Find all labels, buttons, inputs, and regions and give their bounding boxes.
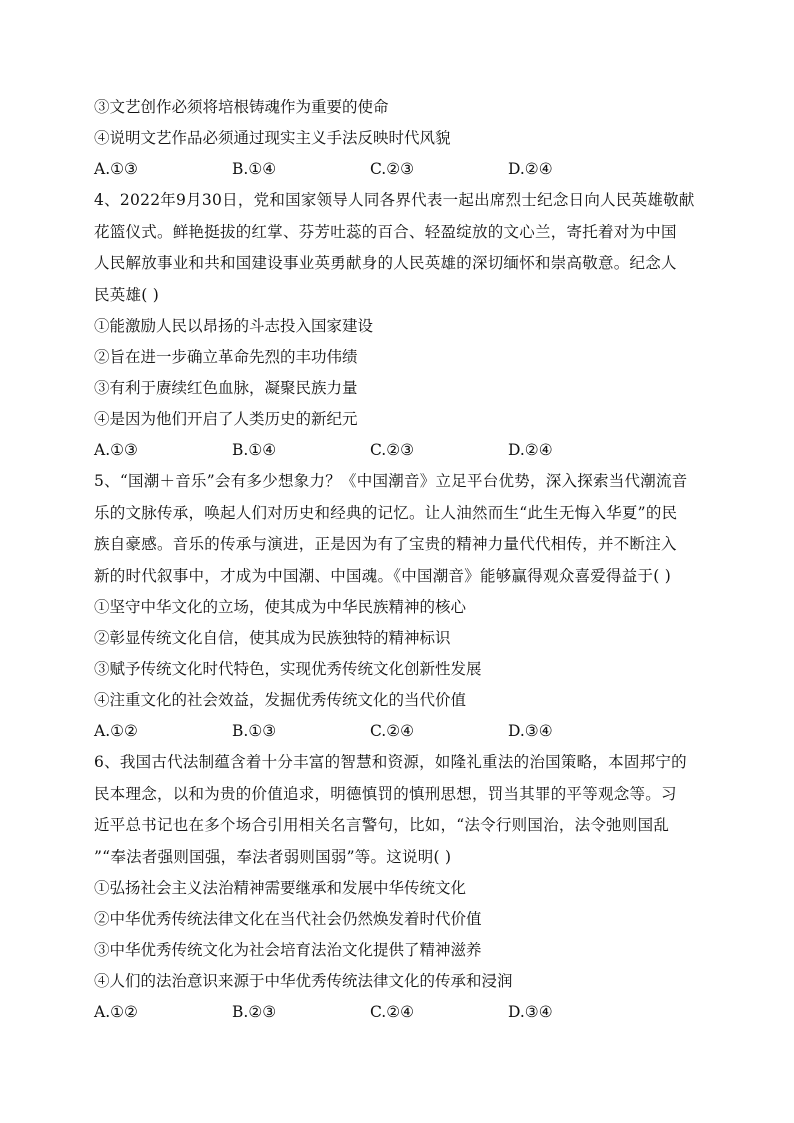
answer-options — [94, 435, 704, 466]
question-stem-line: 人民解放事业和共和国建设事业英勇献身的人民英雄的深切缅怀和崇高敬意。纪念人 — [94, 254, 677, 272]
option-b: B.①④ — [232, 441, 277, 459]
question-stem-line: 民英雄( ) — [94, 285, 160, 304]
option-a: A.①③ — [94, 441, 138, 459]
option-a: A.①② — [94, 1003, 138, 1021]
option-d: D.③④ — [508, 1003, 553, 1021]
question-stem-line: 民本理念，以和为贵的价值追求，明德慎罚的慎刑思想，罚当其罪的平等观念等。习 — [94, 784, 677, 803]
choice-item: ④人们的法治意识来源于中华优秀传统法律文化的传承和浸润 — [94, 972, 513, 990]
question-3-tail — [94, 92, 704, 185]
question-stem-line: 近平总书记也在多个场合引用相关名言警句，比如，“法令行则国治，法令弛则国乱 — [94, 816, 670, 834]
question-stem-line: 4、2022年9月30日，党和国家领导人同各界代表一起出席烈士纪念日向人民英雄敬献 — [94, 191, 695, 209]
answer-options — [94, 997, 704, 1028]
choice-item: ①坚守中华文化的立场，使其成为中华民族精神的核心 — [94, 598, 467, 616]
choice-item: ③有利于赓续红色血脉，凝聚民族力量 — [94, 379, 358, 397]
choice-item: ③文艺创作必须将培根铸魂作为重要的使命 — [94, 98, 389, 116]
option-a: A.①③ — [94, 160, 138, 178]
question-stem-line: 5、“国潮＋音乐”会有多少想象力？《中国潮音》立足平台优势，深入探索当代潮流音 — [94, 472, 688, 490]
question-stem-line: 花篮仪式。鲜艳挺拔的红掌、芬芳吐蕊的百合、轻盈绽放的文心兰，寄托着对为中国 — [94, 222, 677, 241]
choice-item: ②中华优秀传统法律文化在当代社会仍然焕发着时代价值 — [94, 910, 482, 928]
choice-item: ①弘扬社会主义法治精神需要继承和发展中华传统文化 — [94, 879, 467, 897]
choice-item: ②旨在进一步确立革命先烈的丰功伟绩 — [94, 348, 358, 366]
option-b: B.②③ — [232, 1003, 277, 1021]
question-stem-line: ”“奉法者强则国强，奉法者弱则国弱”等。这说明( ) — [94, 847, 452, 866]
option-b: B.①③ — [232, 722, 277, 740]
question-stem-line: 族自豪感。音乐的传承与演进，正是因为有了宝贵的精神力量代代相传，并不断注入 — [94, 535, 677, 553]
choice-item: ③赋予传统文化时代特色，实现优秀传统文化创新性发展 — [94, 660, 482, 678]
answer-options — [94, 716, 704, 747]
question-stem-line: 乐的文脉传承，唤起人们对历史和经典的记忆。让人油然而生“此生无悔入华夏”的民 — [94, 503, 678, 522]
choice-item: ④注重文化的社会效益，发掘优秀传统文化的当代价值 — [94, 691, 467, 709]
option-c: C.②③ — [370, 160, 415, 178]
choice-item: ①能激励人民以昂扬的斗志投入国家建设 — [94, 317, 374, 335]
option-d: D.③④ — [508, 722, 553, 740]
page-content — [94, 92, 704, 1028]
option-c: C.②④ — [370, 1003, 415, 1021]
option-d: D.②④ — [508, 160, 553, 178]
choice-item: ④说明文艺作品必须通过现实主义手法反映时代风貌 — [94, 129, 451, 147]
choice-item: ③中华优秀传统文化为社会培育法治文化提供了精神滋养 — [94, 941, 482, 959]
option-c: C.②④ — [370, 722, 415, 740]
option-d: D.②④ — [508, 441, 553, 459]
option-a: A.①② — [94, 722, 138, 740]
question-6 — [94, 747, 704, 1028]
question-stem-line: 6、我国古代法制蕴含着十分丰富的智慧和资源，如隆礼重法的治国策略，本固邦宁的 — [94, 753, 687, 771]
option-c: C.②③ — [370, 441, 415, 459]
choice-item: ④是因为他们开启了人类历史的新纪元 — [94, 410, 358, 428]
option-b: B.①④ — [232, 160, 277, 178]
question-4 — [94, 185, 704, 466]
choice-item: ②彰显传统文化自信，使其成为民族独特的精神标识 — [94, 629, 451, 647]
answer-options — [94, 154, 704, 185]
question-stem-line: 新的时代叙事中，才成为中国潮、中国魂。《中国潮音》能够赢得观众喜爱得益于( ) — [94, 566, 672, 585]
question-5 — [94, 466, 704, 747]
